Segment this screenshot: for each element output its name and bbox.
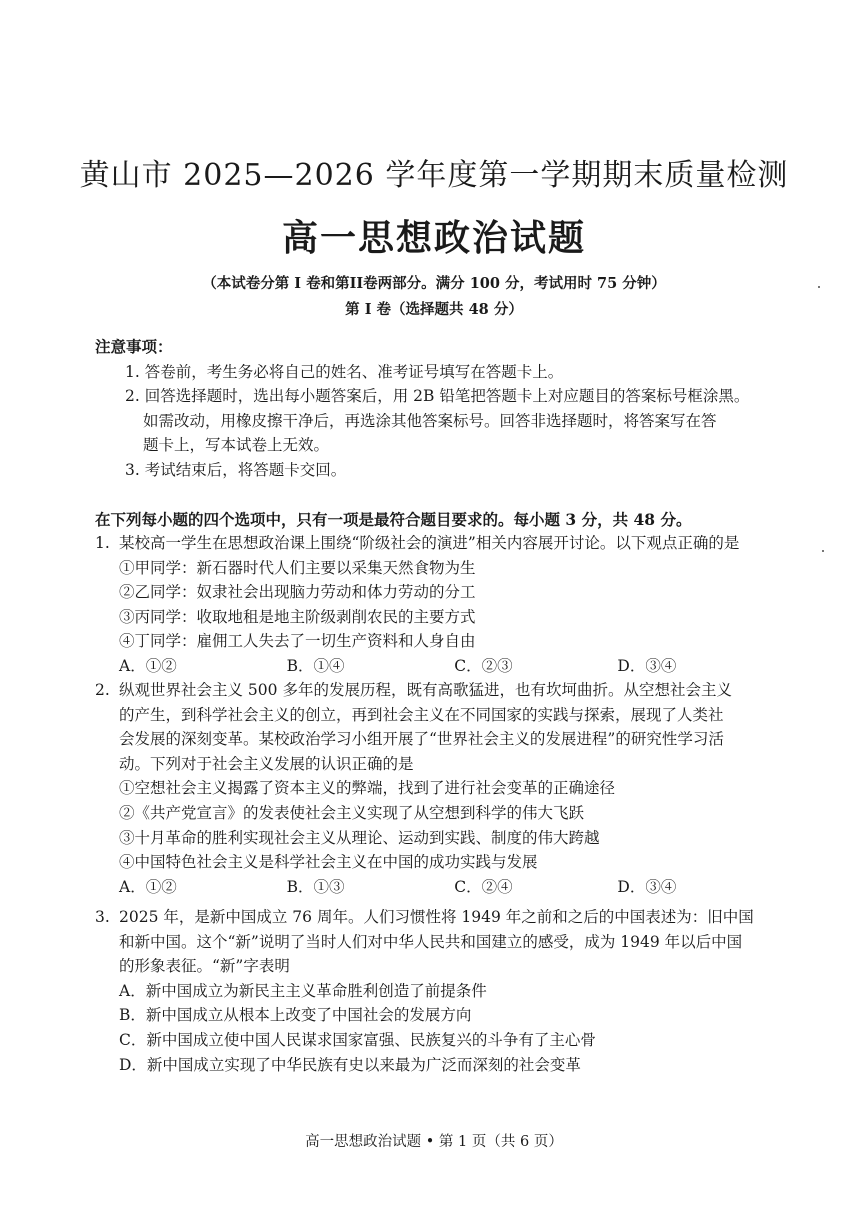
stem-line: 的形象表征。“新”字表明 xyxy=(119,957,290,976)
notes-item-text: 3. 考试结束后，将答题卡交回。 xyxy=(125,460,347,479)
option-d: D．③④ xyxy=(617,656,677,675)
question-number: 1. xyxy=(95,534,110,552)
exam-title: 黄山市 2025—2026 学年度第一学期期末质量检测 xyxy=(79,158,789,193)
question-stem xyxy=(95,905,785,979)
notes-item-text: 题卡上，写本试卷上无效。 xyxy=(143,436,330,454)
exam-description: （本试卷分第 I 卷和第II卷两部分。满分 100 分，考试用时 75 分钟） xyxy=(202,275,666,292)
notes-item-continuation xyxy=(95,409,795,434)
stem-line: 动。下列对于社会主义发展的认识正确的是 xyxy=(119,754,414,773)
option-b: B．①③ xyxy=(286,877,345,896)
subject-title: 高一思想政治试题 xyxy=(281,217,586,259)
question-statements xyxy=(95,556,785,679)
option-b: B．新中国成立从根本上改变了中国社会的发展方向 xyxy=(119,1006,472,1025)
notes-section xyxy=(95,335,795,482)
notes-item xyxy=(95,458,795,483)
option-c: C．②④ xyxy=(454,877,513,896)
question-stem xyxy=(95,678,785,776)
stem-line: 某校高一学生在思想政治课上围绕“阶级社会的演进”相关内容展开讨论。以下观点正确的是 xyxy=(119,534,740,552)
statement: ①甲同学：新石器时代人们主要以采集天然食物为生 xyxy=(119,558,476,577)
statement: ②乙同学：奴隶社会出现脑力劳动和体力劳动的分工 xyxy=(119,583,476,602)
question-options xyxy=(95,979,785,1077)
stem-line: 和新中国。这个“新”说明了当时人们对中华人民共和国建立的感受，成为 1949 年以后中国 xyxy=(119,932,743,951)
stem-line: 的产生，到科学社会主义的创立，再到社会主义在不同国家的实践与探索，展现了人类社 xyxy=(119,705,724,724)
notes-item-text: 1. 答卷前，考生务必将自己的姓名、准考证号填写在答题卡上。 xyxy=(125,362,564,381)
section-instruction: 在下列每小题的四个选项中，只有一项是最符合题目要求的。每小题 3 分，共 48 分。 xyxy=(95,510,692,529)
notes-item-text: 如需改动，用橡皮擦干净后，再选涂其他答案标号。回答非选择题时，将答案写在答 xyxy=(143,411,717,430)
option-a: A．新中国成立为新民主主义革命胜利创造了前提条件 xyxy=(119,981,487,1000)
statement: ②《共产党宣言》的发表使社会主义实现了从空想到科学的伟大飞跃 xyxy=(119,803,585,822)
part-one-heading: 第 I 卷（选择题共 48 分） xyxy=(345,301,523,318)
scan-speck xyxy=(818,286,820,288)
question-statements xyxy=(95,776,785,899)
option-a: A．①② xyxy=(119,656,177,675)
statement: ①空想社会主义揭露了资本主义的弊端，找到了进行社会变革的正确途径 xyxy=(119,779,616,798)
question-stem xyxy=(95,531,785,556)
statement: ③丙同学：收取地租是地主阶级剥削农民的主要方式 xyxy=(119,607,476,626)
statement: ③十月革命的胜利实现社会主义从理论、运动到实践、制度的伟大跨越 xyxy=(119,828,600,847)
question-3 xyxy=(95,905,785,1077)
page-footer: 高一思想政治试题 • 第 1 页（共 6 页） xyxy=(305,1134,563,1150)
option-a: A．①② xyxy=(119,877,177,896)
question-1 xyxy=(95,531,785,679)
stem-line: 纵观世界社会主义 500 多年的发展历程，既有高歌猛进，也有坎坷曲折。从空想社会主义 xyxy=(119,681,732,699)
answer-options xyxy=(119,875,785,900)
stem-line: 2025 年，是新中国成立 76 周年。人们习惯性将 1949 年之前和之后的中国表述为：旧中国 xyxy=(119,908,754,926)
notes-item-continuation xyxy=(95,433,795,458)
stem-line: 会发展的深刻变革。某校政治学习小组开展了“世界社会主义的发展进程”的研究性学习活 xyxy=(119,730,724,749)
notes-item xyxy=(95,384,795,409)
option-c: C．新中国成立使中国人民谋求国家富强、民族复兴的斗争有了主心骨 xyxy=(119,1030,596,1049)
question-number: 2. xyxy=(95,681,110,699)
option-d: D．新中国成立实现了中华民族有史以来最为广泛而深刻的社会变革 xyxy=(119,1055,581,1074)
statement: ④丁同学：雇佣工人失去了一切生产资料和人身自由 xyxy=(119,632,476,651)
question-2 xyxy=(95,678,785,899)
notes-heading: 注意事项： xyxy=(95,337,173,356)
statement: ④中国特色社会主义是科学社会主义在中国的成功实践与发展 xyxy=(119,853,538,872)
notes-item xyxy=(95,360,795,385)
option-c: C．②③ xyxy=(454,656,513,675)
option-b: B．①④ xyxy=(286,656,345,675)
notes-item-text: 2. 回答选择题时，选出每小题答案后，用 2B 铅笔把答题卡上对应题目的答案标号框涂黑。 xyxy=(125,387,750,405)
option-d: D．③④ xyxy=(617,877,677,896)
answer-options xyxy=(119,654,785,679)
scan-speck xyxy=(822,550,824,552)
question-number: 3. xyxy=(95,908,110,926)
